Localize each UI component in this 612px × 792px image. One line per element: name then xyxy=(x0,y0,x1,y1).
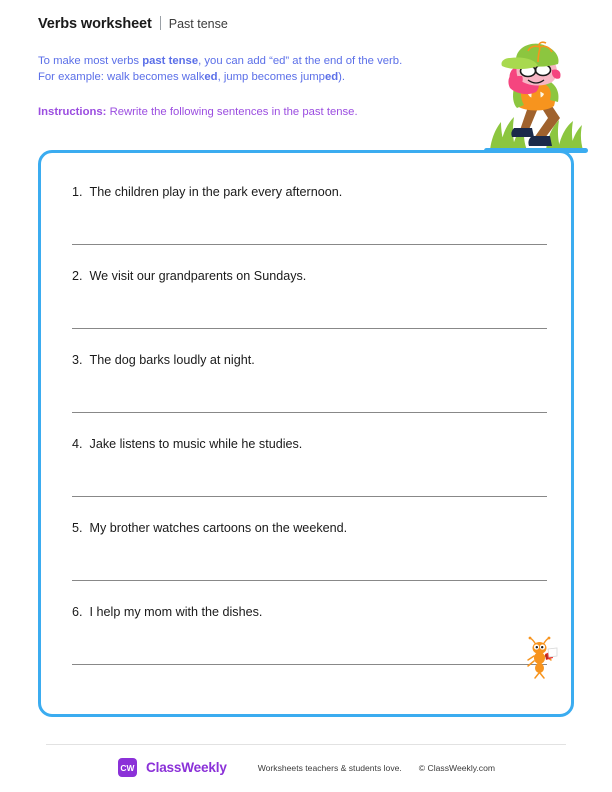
intro-line-2-part1: For example: walk becomes walk xyxy=(38,71,205,83)
intro-line-2-part2: , jump becomes jump xyxy=(217,71,325,83)
footer-copyright: © ClassWeekly.com xyxy=(418,762,496,773)
question-number: 1. xyxy=(72,185,83,199)
page-title-main: Verbs worksheet xyxy=(38,16,152,32)
question-item xyxy=(41,519,571,603)
intro-line-2-bold2: ed xyxy=(324,71,339,83)
question-number: 3. xyxy=(72,353,83,367)
question-text-row xyxy=(72,519,547,537)
intro-line-2-bold1: ed xyxy=(204,71,218,83)
question-number: 2. xyxy=(72,269,83,283)
questions-list xyxy=(41,153,571,687)
question-item xyxy=(41,267,571,351)
instructions-label: Instructions: xyxy=(38,106,107,118)
footer xyxy=(118,758,495,777)
answer-line[interactable] xyxy=(72,580,547,581)
question-sentence: My brother watches cartoons on the weekend. xyxy=(89,521,348,535)
brand-name: ClassWeekly xyxy=(146,760,227,775)
intro-line-1 xyxy=(38,53,498,69)
classweekly-logo-icon: CW xyxy=(118,758,137,777)
question-item xyxy=(41,183,571,267)
question-number: 6. xyxy=(72,605,83,619)
question-text-row xyxy=(72,267,547,285)
page-title-subtitle: Past tense xyxy=(168,17,228,31)
answer-line[interactable] xyxy=(72,412,547,413)
intro-line-2-part3: ). xyxy=(338,71,346,83)
question-text-row xyxy=(72,435,547,453)
question-sentence: We visit our grandparents on Sundays. xyxy=(89,269,307,283)
footer-divider xyxy=(46,744,566,745)
questions-card xyxy=(38,150,574,717)
question-item xyxy=(41,435,571,519)
question-number: 5. xyxy=(72,521,83,535)
intro-line-1-bold: past tense xyxy=(142,55,199,67)
question-sentence: I help my mom with the dishes. xyxy=(89,605,263,619)
worksheet-header xyxy=(38,14,498,120)
instructions-line xyxy=(38,104,498,120)
question-sentence: The children play in the park every afternoon. xyxy=(89,185,343,199)
question-sentence: Jake listens to music while he studies. xyxy=(89,437,303,451)
question-text-row xyxy=(72,183,547,201)
intro-text xyxy=(38,53,498,85)
answer-line[interactable] xyxy=(72,664,547,665)
question-item xyxy=(41,603,571,687)
footer-tagline: Worksheets teachers & students love. xyxy=(257,762,402,773)
answer-line[interactable] xyxy=(72,244,547,245)
instructions-text: Rewrite the following sentences in the past tense. xyxy=(109,106,358,118)
question-number: 4. xyxy=(72,437,83,451)
intro-line-2 xyxy=(38,69,498,85)
answer-line[interactable] xyxy=(72,328,547,329)
question-text-row xyxy=(72,603,547,621)
intro-line-1-suffix: , you can add “ed” at the end of the verb. xyxy=(198,55,403,67)
page-title xyxy=(38,14,498,32)
answer-line[interactable] xyxy=(72,496,547,497)
question-sentence: The dog barks loudly at night. xyxy=(89,353,255,367)
question-text-row xyxy=(72,351,547,369)
question-item xyxy=(41,351,571,435)
title-divider-icon xyxy=(160,16,161,30)
intro-line-1-prefix: To make most verbs xyxy=(38,55,143,67)
flamingo-mascot-icon xyxy=(484,38,588,156)
ant-mascot-icon xyxy=(524,636,558,682)
